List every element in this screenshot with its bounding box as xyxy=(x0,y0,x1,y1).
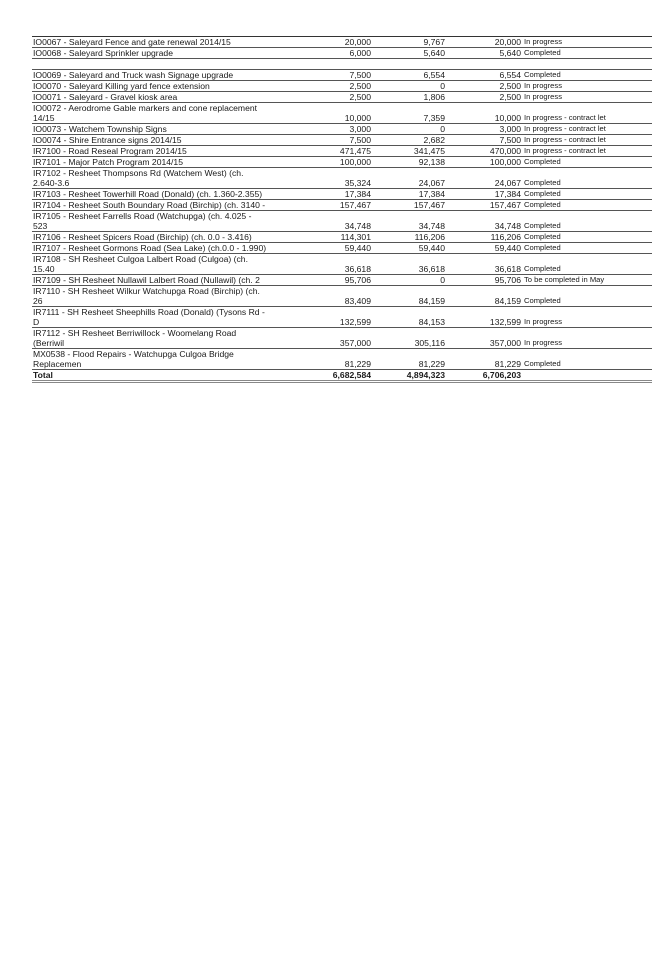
row-description xyxy=(32,59,268,70)
row-description: IR7105 - Resheet Farrells Road (Watchupga) (ch. 4.025 - 523 xyxy=(32,211,268,232)
row-budget: 100,000 xyxy=(268,157,371,168)
row-forecast: 5,640 xyxy=(445,48,521,59)
row-actual: 6,554 xyxy=(371,70,445,81)
table-row xyxy=(32,349,652,370)
row-actual: 0 xyxy=(371,124,445,135)
total-label: Total xyxy=(32,370,268,382)
row-status: In progress xyxy=(521,307,652,328)
row-status: In progress xyxy=(521,328,652,349)
row-forecast: 3,000 xyxy=(445,124,521,135)
row-actual: 0 xyxy=(371,81,445,92)
row-description: MX0538 - Flood Repairs - Watchupga Culgoa Bridge Replacemen xyxy=(32,349,268,370)
row-forecast xyxy=(445,59,521,70)
total-actual: 4,894,323 xyxy=(371,370,445,382)
row-forecast: 132,599 xyxy=(445,307,521,328)
row-budget: 10,000 xyxy=(268,103,371,124)
row-budget: 20,000 xyxy=(268,37,371,48)
row-description: IO0069 - Saleyard and Truck wash Signage upgrade xyxy=(32,70,268,81)
row-description: IR7108 - SH Resheet Culgoa Lalbert Road (Culgoa) (ch. 15.40 xyxy=(32,254,268,275)
row-description: IO0071 - Saleyard - Gravel kiosk area xyxy=(32,92,268,103)
row-actual: 9,767 xyxy=(371,37,445,48)
row-actual: 84,159 xyxy=(371,286,445,307)
row-budget: 81,229 xyxy=(268,349,371,370)
row-status: In progress xyxy=(521,92,652,103)
table-row xyxy=(32,243,652,254)
row-description: IR7110 - SH Resheet Wilkur Watchupga Road (Birchip) (ch. 26 xyxy=(32,286,268,307)
row-forecast: 116,206 xyxy=(445,232,521,243)
row-forecast: 24,067 xyxy=(445,168,521,189)
row-description: IR7102 - Resheet Thompsons Rd (Watchem West) (ch. 2.640-3.6 xyxy=(32,168,268,189)
table-row xyxy=(32,146,652,157)
row-budget: 34,748 xyxy=(268,211,371,232)
row-forecast: 470,000 xyxy=(445,146,521,157)
row-status: In progress - contract let xyxy=(521,124,652,135)
row-actual: 341,475 xyxy=(371,146,445,157)
row-budget: 36,618 xyxy=(268,254,371,275)
row-description: IR7107 - Resheet Gormons Road (Sea Lake) (ch.0.0 - 1.990) xyxy=(33,243,267,253)
row-actual xyxy=(371,59,445,70)
row-actual: 157,467 xyxy=(371,200,445,211)
capital-works-table xyxy=(32,36,652,383)
total-budget: 6,682,584 xyxy=(268,370,371,382)
row-actual: 17,384 xyxy=(371,189,445,200)
row-budget: 35,324 xyxy=(268,168,371,189)
row-description: IO0070 - Saleyard Killing yard fence extension xyxy=(32,81,268,92)
row-budget: 7,500 xyxy=(268,135,371,146)
row-actual: 36,618 xyxy=(371,254,445,275)
row-description: IR7109 - SH Resheet Nullawil Lalbert Road (Nullawil) (ch. 2 xyxy=(32,275,268,286)
row-budget: 6,000 xyxy=(268,48,371,59)
row-status: In progress xyxy=(521,81,652,92)
table-row xyxy=(32,232,652,243)
row-status: Completed xyxy=(521,189,652,200)
row-status: In progress - contract let xyxy=(521,135,652,146)
row-status: Completed xyxy=(521,349,652,370)
row-description: IR7101 - Major Patch Program 2014/15 xyxy=(32,157,268,168)
row-description: IO0067 - Saleyard Fence and gate renewal 2014/15 xyxy=(32,37,268,48)
table-row xyxy=(32,189,652,200)
row-status: Completed xyxy=(521,243,652,254)
row-forecast: 81,229 xyxy=(445,349,521,370)
row-status: In progress - contract let xyxy=(521,146,652,157)
table-row xyxy=(32,168,652,189)
row-budget: 157,467 xyxy=(268,200,371,211)
table-row xyxy=(32,92,652,103)
row-actual: 84,153 xyxy=(371,307,445,328)
total-row xyxy=(32,370,652,382)
row-forecast: 6,554 xyxy=(445,70,521,81)
table-row xyxy=(32,37,652,48)
row-actual: 7,359 xyxy=(371,103,445,124)
row-description: IR7100 - Road Reseal Program 2014/15 xyxy=(32,146,268,157)
row-forecast: 2,500 xyxy=(445,81,521,92)
row-actual: 5,640 xyxy=(371,48,445,59)
table-row xyxy=(32,81,652,92)
table-row xyxy=(32,254,652,275)
row-status: Completed xyxy=(521,254,652,275)
row-budget: 95,706 xyxy=(268,275,371,286)
row-budget: 3,000 xyxy=(268,124,371,135)
row-status: In progress xyxy=(521,37,652,48)
table-row xyxy=(32,211,652,232)
row-actual: 81,229 xyxy=(371,349,445,370)
row-forecast: 7,500 xyxy=(445,135,521,146)
row-description: IO0074 - Shire Entrance signs 2014/15 xyxy=(32,135,268,146)
row-forecast: 36,618 xyxy=(445,254,521,275)
row-description: IO0073 - Watchem Township Signs xyxy=(32,124,268,135)
row-forecast: 17,384 xyxy=(445,189,521,200)
row-status: Completed xyxy=(521,168,652,189)
row-forecast: 84,159 xyxy=(445,286,521,307)
row-forecast: 157,467 xyxy=(445,200,521,211)
row-budget xyxy=(268,59,371,70)
row-actual: 116,206 xyxy=(371,232,445,243)
row-actual: 59,440 xyxy=(371,243,445,254)
table-row xyxy=(32,59,652,70)
row-budget: 114,301 xyxy=(268,232,371,243)
row-budget: 357,000 xyxy=(268,328,371,349)
row-budget: 2,500 xyxy=(268,81,371,92)
row-status: Completed xyxy=(521,70,652,81)
total-status xyxy=(521,370,652,382)
capital-works-table-page xyxy=(32,36,652,383)
table-row xyxy=(32,103,652,124)
table-row xyxy=(32,48,652,59)
row-status: In progress - contract let xyxy=(521,103,652,124)
table-body xyxy=(32,37,652,370)
row-description: IR7112 - SH Resheet Berriwillock - Woomelang Road (Berriwil xyxy=(32,328,268,349)
row-budget: 2,500 xyxy=(268,92,371,103)
row-description: IR7111 - SH Resheet Sheephills Road (Donald) (Tysons Rd - D xyxy=(32,307,268,328)
row-budget: 17,384 xyxy=(268,189,371,200)
row-description: IR7104 - Resheet South Boundary Road (Birchip) (ch. 3140 - xyxy=(32,200,268,211)
row-status: Completed xyxy=(521,200,652,211)
row-actual: 24,067 xyxy=(371,168,445,189)
row-budget: 471,475 xyxy=(268,146,371,157)
row-actual: 0 xyxy=(371,275,445,286)
row-forecast: 357,000 xyxy=(445,328,521,349)
row-forecast: 100,000 xyxy=(445,157,521,168)
row-status: To be completed in May xyxy=(521,275,652,286)
row-budget: 83,409 xyxy=(268,286,371,307)
row-actual: 2,682 xyxy=(371,135,445,146)
row-description: IO0068 - Saleyard Sprinkler upgrade xyxy=(32,48,268,59)
row-status: Completed xyxy=(521,48,652,59)
row-description: IO0072 - Aerodrome Gable markers and cone replacement 14/15 xyxy=(32,103,268,124)
row-status: Completed xyxy=(521,211,652,232)
row-status: Completed xyxy=(521,286,652,307)
row-actual: 1,806 xyxy=(371,92,445,103)
total-forecast: 6,706,203 xyxy=(445,370,521,382)
row-actual: 92,138 xyxy=(371,157,445,168)
row-actual: 34,748 xyxy=(371,211,445,232)
row-status: Completed xyxy=(521,232,652,243)
row-status: Completed xyxy=(521,157,652,168)
table-row xyxy=(32,328,652,349)
row-forecast: 20,000 xyxy=(445,37,521,48)
row-status xyxy=(521,59,652,70)
table-row xyxy=(32,70,652,81)
table-row xyxy=(32,157,652,168)
row-forecast: 34,748 xyxy=(445,211,521,232)
table-row xyxy=(32,286,652,307)
row-forecast: 59,440 xyxy=(445,243,521,254)
row-forecast: 2,500 xyxy=(445,92,521,103)
table-row xyxy=(32,200,652,211)
row-budget: 132,599 xyxy=(268,307,371,328)
row-forecast: 95,706 xyxy=(445,275,521,286)
row-description: IR7103 - Resheet Towerhill Road (Donald) (ch. 1.360-2.355) xyxy=(32,189,268,200)
table-row xyxy=(32,135,652,146)
table-row xyxy=(32,275,652,286)
row-budget: 7,500 xyxy=(268,70,371,81)
row-description: IR7106 - Resheet Spicers Road (Birchip) (ch. 0.0 - 3.416) xyxy=(32,232,268,243)
row-actual: 305,116 xyxy=(371,328,445,349)
table-row xyxy=(32,124,652,135)
row-budget: 59,440 xyxy=(268,243,371,254)
row-forecast: 10,000 xyxy=(445,103,521,124)
table-row xyxy=(32,307,652,328)
